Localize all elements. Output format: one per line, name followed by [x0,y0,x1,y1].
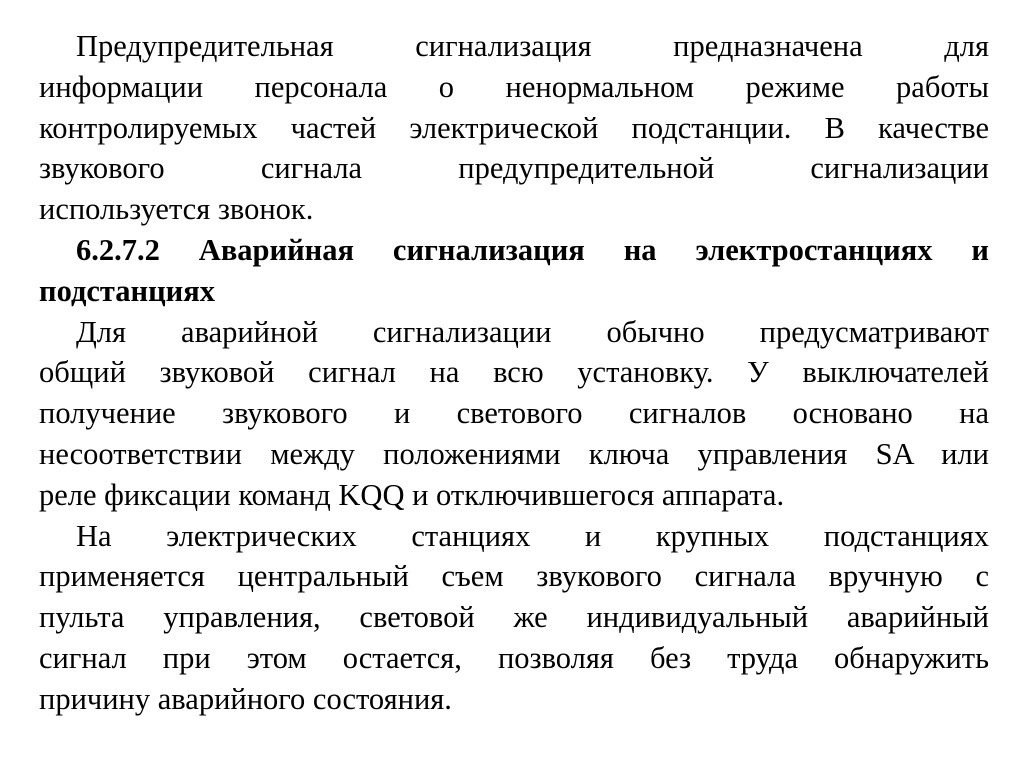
text-line: реле фиксации команд KQQ и отключившегося аппарата. [39,477,785,512]
text-line: Предупредительная сигнализация предназначена для [76,29,989,63]
text-line: информации персонала о ненормальном режиме работы [39,69,989,104]
text-line: общий звуковой сигнал на всю установку. У выключателей [39,355,989,390]
heading-line: подстанциях [39,273,215,308]
paragraph-central-reset [39,516,989,720]
document-page [39,26,989,720]
text-line: несоответствии между положениями ключа управления SA или [39,436,989,471]
text-line: контролируемых частей электрической подстанции. В качестве [39,110,989,145]
text-line: сигнал при этом остается, позволяя без труда обнаружить [39,640,989,675]
heading-line: 6.2.7.2 Аварийная сигнализация на электростанциях и [76,232,989,267]
paragraph-warning-signaling [39,26,989,230]
text-line: Для аварийной сигнализации обычно предусматривают [76,314,989,349]
text-line: На электрических станциях и крупных подстанциях [76,518,989,553]
text-line: причину аварийного состояния. [39,681,452,716]
section-heading [39,230,989,312]
text-line: пульта управления, световой же индивидуальный аварийный [39,600,989,635]
text-line: звукового сигнала предупредительной сигнализации [39,151,989,186]
text-line: применяется центральный съем звукового сигнала вручную с [39,559,989,594]
text-line: получение звукового и светового сигналов основано на [39,396,989,431]
paragraph-emergency-signaling [39,312,989,516]
text-line: используется звонок. [39,192,314,227]
